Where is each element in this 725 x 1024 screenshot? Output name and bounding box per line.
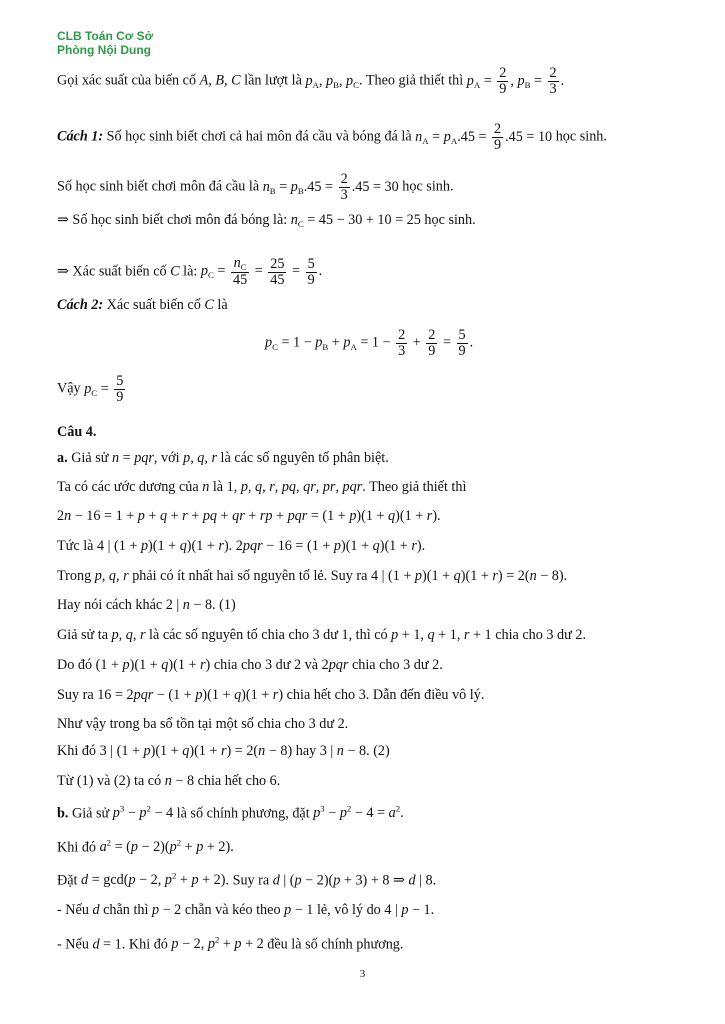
part-a-line10: Như vậy trong ba số tồn tại một số chia cho 3 dư 2.: [57, 716, 349, 732]
formula-nB: $n_B = p_B.45$ = $\frac{2}{3}$ .45 = 30: [262, 171, 399, 203]
formula-2-divides: 2 | n − 8.: [165, 597, 216, 613]
formula-nC: $n_C = 45 - 30 + 10 = 25$: [290, 212, 421, 230]
formula-gcd: d = gcd(p − 2, $p^2 + p + 2$): [81, 871, 226, 889]
page-number: 3: [359, 968, 366, 980]
paragraph-nB: Số học sinh biết chơi môn đá cầu là $n_B = p_B.45$ = $\frac{2}{3}$ .45 = 30 học sinh.: [57, 171, 454, 203]
part-a-line7: Giả sử ta p, q, r là các số nguyên tố chia cho 3 dư 1, thì có p + 1, q + 1, r + 1 chia cho 3 dư 2.: [57, 627, 587, 643]
paragraph-intro: Gọi xác suất của biến cố A, B, C lần lượt là $p_A$, $p_B$, $p_C$. Theo giả thiết thì $p_A$ = $\frac{2}{9}$ , $p_B$ = $\frac{2}{3}$ .: [57, 65, 565, 97]
header-department: Phòng Nội Dung: [57, 43, 151, 57]
formula-both-squares: p − 2, $p^2 + p + 2$: [171, 935, 264, 953]
question-4-heading: Câu 4.: [57, 424, 97, 440]
formula-given: $p_A$ = $\frac{2}{9}$ , $p_B$ = $\frac{2}{3}$ .: [466, 65, 565, 97]
formula-plus-one: p + 1, q + 1, r + 1: [391, 627, 492, 643]
formula-method2: $p_C = 1 - p_B + p_A = 1$ − $\frac{2}{3}$ + $\frac{2}{9}$ = $\frac{5}{9}$ .: [265, 327, 474, 359]
formula-n: n = pqr: [111, 450, 154, 466]
paragraph-method2: Cách 2: Xác suất biến cố C là: [57, 297, 228, 313]
paragraph-conclusion: Vậy $p_C$ = $\frac{5}{9}$: [57, 374, 127, 405]
part-a-line4: Tức là 4 | (1 + p)(1 + q)(1 + r). 2pqr − 16 = (1 + p)(1 + q)(1 + r).: [57, 538, 426, 554]
formula-3-divides: 3 | (1 + p)(1 + q)(1 + r) = 2(n − 8): [99, 743, 293, 759]
formula-probabilities: $p_A$, $p_B$, $p_C$: [305, 72, 360, 90]
part-a-line9: Suy ra 16 = 2pqr − (1 + p)(1 + q)(1 + r) chia hết cho 3. Dẫn đến điều vô lý.: [57, 687, 485, 703]
formula-divisors: 1, p, q, r, pq, qr, pr, pqr: [226, 479, 363, 495]
part-b-line1: b. Giả sử $p^3 - p^2 - 4$ là số chính phương, đặt $p^3 - p^2 - 4 = a^2$.: [57, 804, 404, 822]
part-a-line2: Ta có các ước dương của n là 1, p, q, r, pq, qr, pr, pqr. Theo giả thiết thì: [57, 479, 467, 495]
paragraph-nC: ⇒ Số học sinh biết chơi môn đá bóng là: $n_C = 45 - 30 + 10 = 25$ học sinh.: [57, 212, 476, 230]
part-a-line11: Khi đó 3 | (1 + p)(1 + q)(1 + r) = 2(n − 8) hay 3 | n − 8. (2): [57, 743, 390, 759]
formula-nA: $n_A = p_A.45$ = $\frac{2}{9}$ .45 = 10: [415, 121, 553, 153]
formula-divisibility: 4 | (1 + p)(1 + q)(1 + r). 2pqr − 16 = (1 + p)(1 + q)(1 + r).: [97, 538, 426, 554]
part-b-line4: - Nếu d chẵn thì p − 2 chẵn và kéo theo p − 1 lẻ, vô lý do 4 | p − 1.: [57, 902, 435, 918]
paragraph-pC: ⇒ Xác suất biến cố C là: $p_C$ = $\frac{n_C}{45}$ = $\frac{25}{45}$ = $\frac{5}{9}$ .: [57, 255, 323, 289]
method2-label: Cách 2:: [57, 297, 104, 313]
formula-4-divides: 4 | (1 + p)(1 + q)(1 + r) = 2(n − 8).: [370, 568, 568, 584]
part-a-line1: a. Giả sử n = pqr, với p, q, r là các số nguyên tố phân biệt.: [57, 450, 389, 466]
part-a-line5: Trong p, q, r phải có ít nhất hai số nguyên tố lẻ. Suy ra 4 | (1 + p)(1 + q)(1 + r) = 2(n − 8).: [57, 568, 568, 584]
formula-16: 16 = 2pqr − (1 + p)(1 + q)(1 + r): [97, 687, 284, 703]
part-b-line5: - Nếu d = 1. Khi đó p − 2, $p^2 + p + 2$ đều là số chính phương.: [57, 935, 404, 953]
formula-d-divides: d | (p − 2)(p + 3) + 8 ⇒ d | 8.: [272, 872, 437, 889]
header-club-name: CLB Toán Cơ Sở: [57, 29, 154, 43]
formula-divisor-sum: 2n − 16 = 1 + p + q + r + pq + qr + rp + pqr = (1 + p)(1 + q)(1 + r).: [57, 508, 441, 524]
formula-pC: $p_C$ = $\frac{n_C}{45}$ = $\frac{25}{45}$ = $\frac{5}{9}$ .: [200, 255, 323, 289]
formula-factor: $a^2 = (p - 2)(p^2 + p + 2)$.: [99, 838, 234, 856]
paragraph-method1: Cách 1: Số học sinh biết chơi cả hai môn đá cầu và bóng đá là $n_A = p_A.45$ = $\frac{2}{9}$ .45 = 10 học sinh.: [57, 121, 607, 153]
part-b-line2: Khi đó $a^2 = (p - 2)(p^2 + p + 2)$.: [57, 838, 234, 856]
part-a-line12: Từ (1) và (2) ta có n − 8 chia hết cho 6.: [57, 773, 281, 789]
method1-label: Cách 1:: [57, 128, 104, 145]
formula-cubic: $p^3 - p^2 - 4$: [112, 804, 174, 822]
formula-product: (1 + p)(1 + q)(1 + r): [95, 657, 211, 673]
formula-square: $p^3 - p^2 - 4 = a^2$.: [313, 804, 404, 822]
part-b-line3: Đặt d = gcd(p − 2, $p^2 + p + 2$). Suy ra d | (p − 2)(p + 3) + 8 ⇒ d | 8.: [57, 871, 437, 889]
part-a-line6: Hay nói cách khác 2 | n − 8. (1): [57, 597, 236, 613]
part-a-line8: Do đó (1 + p)(1 + q)(1 + r) chia cho 3 dư 2 và 2pqr chia cho 3 dư 2.: [57, 657, 443, 673]
formula-result: $p_C$ = $\frac{5}{9}$: [84, 373, 124, 405]
